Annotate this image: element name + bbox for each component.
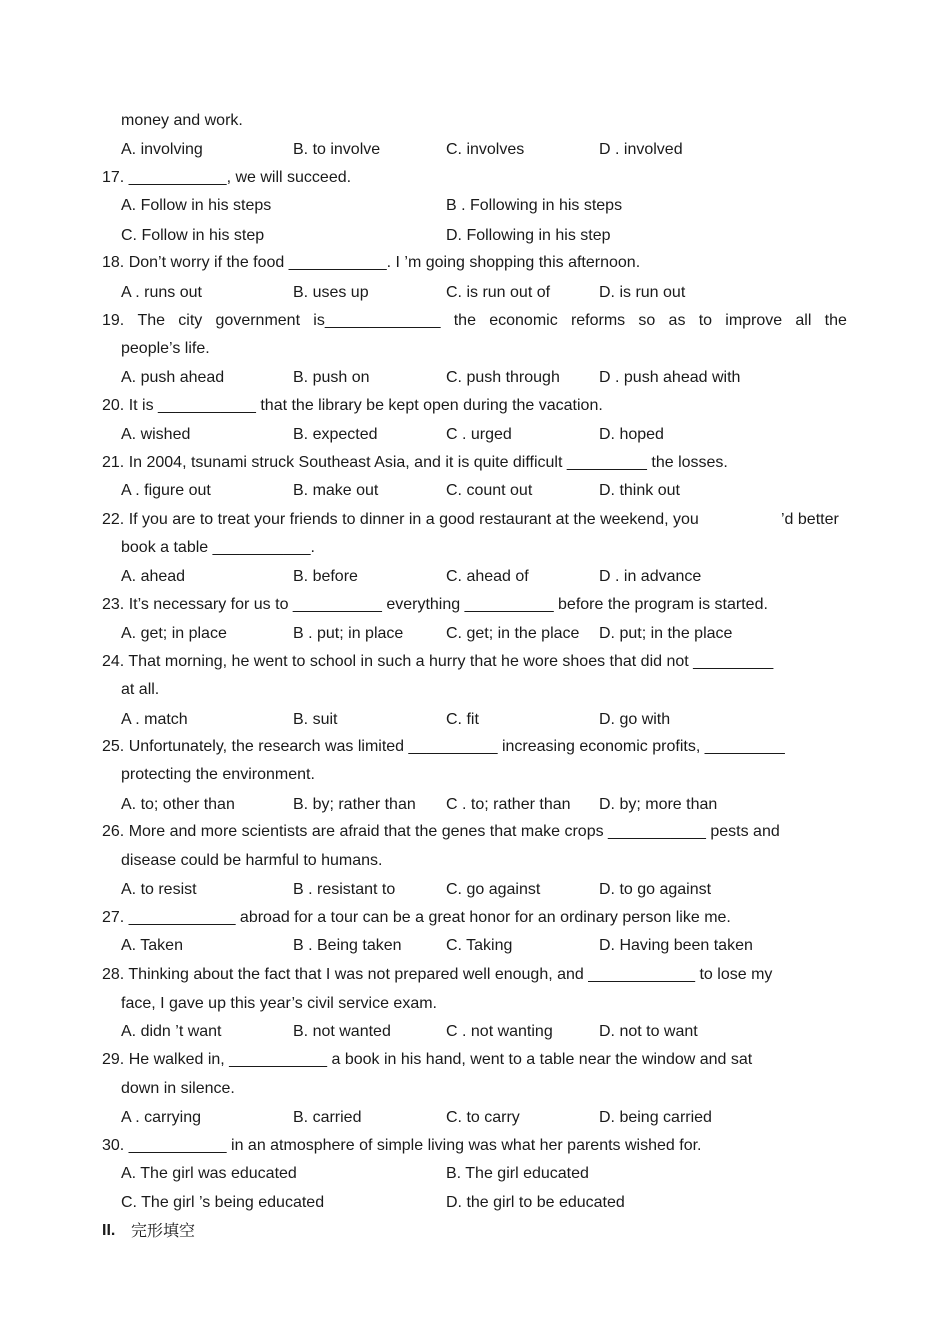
q16-stem-cont: money and work. <box>121 112 243 129</box>
q22-stem: 22. If you are to treat your friends to dinner in a good restaurant at the weekend, you <box>102 511 699 528</box>
q19-word: is_____________ <box>313 312 441 329</box>
q23-option-a: A. get; in place <box>121 625 227 642</box>
q24-stem: 24. That morning, he went to school in such a hurry that he wore shoes that did not _________ <box>102 653 774 670</box>
q22-option-c: C. ahead of <box>446 568 529 585</box>
q25-option-b: B. by; rather than <box>293 796 416 813</box>
q26-option-b: B . resistant to <box>293 881 396 898</box>
q20-option-c: C . urged <box>446 426 512 443</box>
q19-word: government <box>215 312 301 329</box>
q18-option-d: D. is run out <box>599 284 686 301</box>
q17-stem: 17. ___________, we will succeed. <box>102 169 352 186</box>
q20-stem: 20. It is ___________ that the library be kept open during the vacation. <box>102 397 603 414</box>
q27-stem: 27. ____________ abroad for a tour can be a great honor for an ordinary person like me. <box>102 909 731 926</box>
q28-option-d: D. not to want <box>599 1023 698 1040</box>
q21-option-d: D. think out <box>599 482 680 499</box>
q19-word: as <box>668 312 686 329</box>
q20-option-a: A. wished <box>121 426 191 443</box>
q24-stem-cont: at all. <box>121 681 160 698</box>
q24-option-b: B. suit <box>293 711 338 728</box>
q19-stem-cont: people’s life. <box>121 340 210 357</box>
q21-stem: 21. In 2004, tsunami struck Southeast Asia, and it is quite difficult _________ the losses. <box>102 454 728 471</box>
q26-stem: 26. More and more scientists are afraid that the genes that make crops ___________ pests and <box>102 823 780 840</box>
q17-option-b: B . Following in his steps <box>446 197 623 214</box>
q30-option-b: B. The girl educated <box>446 1165 589 1182</box>
q16-option-a: A. involving <box>121 141 203 158</box>
q25-option-a: A. to; other than <box>121 796 235 813</box>
q19-stem <box>102 311 847 331</box>
q19-word: city <box>178 312 203 329</box>
q23-stem: 23. It’s necessary for us to __________ everything __________ before the program is started. <box>102 596 768 613</box>
q19-word: The <box>137 312 166 329</box>
section-title: 完形填空 <box>131 1221 196 1240</box>
q27-option-a: A. Taken <box>121 937 183 954</box>
q16-option-b: B. to involve <box>293 141 381 158</box>
q25-stem-cont: protecting the environment. <box>121 766 315 783</box>
q30-option-c: C. The girl ’s being educated <box>121 1194 325 1211</box>
q27-option-c: C. Taking <box>446 937 513 954</box>
q29-stem-cont: down in silence. <box>121 1080 235 1097</box>
q19-word: reforms <box>570 312 626 329</box>
q22-stem-tail: ’d better <box>781 511 839 528</box>
q25-option-d: D. by; more than <box>599 796 718 813</box>
q29-option-c: C. to carry <box>446 1109 520 1126</box>
q30-stem: 30. ___________ in an atmosphere of simple living was what her parents wished for. <box>102 1137 702 1154</box>
q22-option-b: B. before <box>293 568 358 585</box>
q22-option-a: A. ahead <box>121 568 186 585</box>
q17-option-c: C. Follow in his step <box>121 227 265 244</box>
q16-option-c: C. involves <box>446 141 525 158</box>
q22-option-d: D . in advance <box>599 568 702 585</box>
q19-word: improve <box>725 312 783 329</box>
q27-option-b: B . Being taken <box>293 937 402 954</box>
q29-option-b: B. carried <box>293 1109 362 1126</box>
q24-option-a: A . match <box>121 711 188 728</box>
q26-option-c: C. go against <box>446 881 541 898</box>
q21-option-a: A . figure out <box>121 482 211 499</box>
q21-option-b: B. make out <box>293 482 379 499</box>
q27-option-d: D. Having been taken <box>599 937 753 954</box>
q19-word: economic <box>489 312 558 329</box>
q28-option-b: B. not wanted <box>293 1023 391 1040</box>
q24-option-c: C. fit <box>446 711 479 728</box>
q26-option-a: A. to resist <box>121 881 197 898</box>
q17-option-d: D. Following in his step <box>446 227 611 244</box>
q24-option-d: D. go with <box>599 711 671 728</box>
q18-stem: 18. Don’t worry if the food ___________. I ’m going shopping this afternoon. <box>102 254 641 271</box>
q18-option-c: C. is run out of <box>446 284 551 301</box>
q28-stem-cont: face, I gave up this year’s civil service exam. <box>121 995 437 1012</box>
q29-stem: 29. He walked in, ___________ a book in his hand, went to a table near the window and sat <box>102 1051 753 1068</box>
q19-word: to <box>698 312 713 329</box>
q28-option-a: A. didn ’t want <box>121 1023 222 1040</box>
q19-option-c: C. push through <box>446 369 560 386</box>
q19-word: all <box>795 312 812 329</box>
q19-option-a: A. push ahead <box>121 369 225 386</box>
q20-option-b: B. expected <box>293 426 378 443</box>
q21-option-c: C. count out <box>446 482 533 499</box>
q19-option-b: B. push on <box>293 369 370 386</box>
q28-option-c: C . not wanting <box>446 1023 553 1040</box>
q23-option-c: C. get; in the place <box>446 625 580 642</box>
q19-word: 19. <box>102 312 125 329</box>
q26-option-d: D. to go against <box>599 881 712 898</box>
q17-option-a: A. Follow in his steps <box>121 197 272 214</box>
q28-stem: 28. Thinking about the fact that I was not prepared well enough, and ____________ to lose my <box>102 966 773 983</box>
q18-option-a: A . runs out <box>121 284 202 301</box>
q25-stem: 25. Unfortunately, the research was limited __________ increasing economic profits, _________ <box>102 738 785 755</box>
q19-word: the <box>453 312 476 329</box>
q19-word: the <box>824 312 847 329</box>
q23-option-b: B . put; in place <box>293 625 404 642</box>
q26-stem-cont: disease could be harmful to humans. <box>121 852 383 869</box>
q29-option-d: D. being carried <box>599 1109 712 1126</box>
q23-option-d: D. put; in the place <box>599 625 733 642</box>
q29-option-a: A . carrying <box>121 1109 202 1126</box>
q18-option-b: B. uses up <box>293 284 369 301</box>
q19-word: so <box>638 312 656 329</box>
q30-option-a: A. The girl was educated <box>121 1165 297 1182</box>
q20-option-d: D. hoped <box>599 426 664 443</box>
q19-option-d: D . push ahead with <box>599 369 741 386</box>
q16-option-d: D . involved <box>599 141 683 158</box>
q25-option-c: C . to; rather than <box>446 796 571 813</box>
section-number: II. <box>102 1222 116 1239</box>
q22-stem-cont: book a table ___________. <box>121 539 315 556</box>
q30-option-d: D. the girl to be educated <box>446 1194 625 1211</box>
